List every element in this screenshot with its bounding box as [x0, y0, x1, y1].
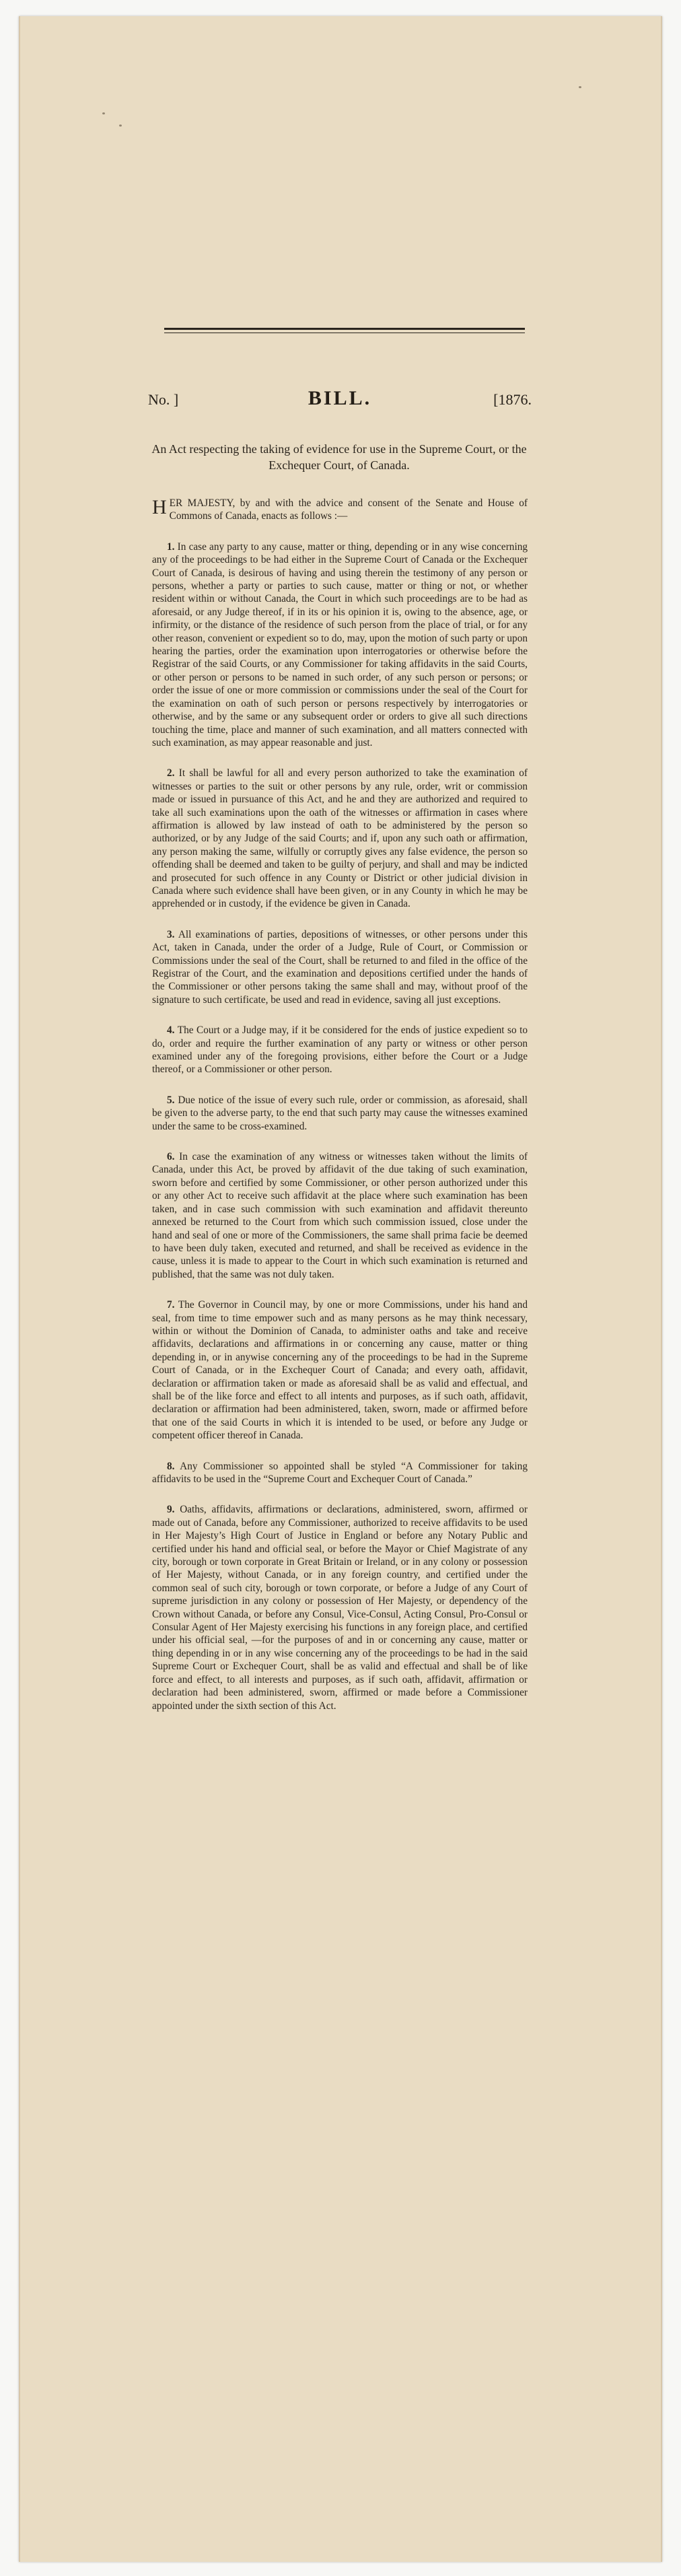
- section-1: [152, 541, 528, 750]
- bill-number: No. ]: [148, 391, 179, 408]
- bill-heading: BILL.: [308, 387, 372, 409]
- section-number: 3.: [167, 928, 175, 940]
- section-text: It shall be lawful for all and every person authorized to take the examination of witnesses or parties to the suit or other persons by any rule, order, writ or commission made or issued in pursuance of this Act, and he and they are authorized and required to take all such examinations upon the oath of the witnesses or affirmation in cases where affirmation is allowed by law instead of oath to be administered by the person so authorized, or by any Judge of the said Courts; and if, upon any such oath or affirmation, any person making the same, wilfully or corruptly gives any false evidence, the person so offending shall be deemed and taken to be guilty of perjury, and shall and may be indicted and prosecuted for such offence in any County or District or other judicial division in Canada where such evidence shall have been given, or in any County in which he may be apprehended or in custody, if the evidence be given in Canada.: [152, 767, 528, 910]
- bill-header: [148, 387, 532, 414]
- section-text: In case any party to any cause, matter or thing, depending or in any wise concerning any of the proceedings to be had either in the Supreme Court of Canada or the Exchequer Court of Canada, is desirous of having and using therein the testimony of any person or persons, whether a party or parties to such cause, matter or thing or not, or whether resident within or without Canada, the Court in which such proceedings are to be had as aforesaid, or any Judge thereof, if in its or his opinion it is, owing to the absence, age, or infirmity, or the distance of the residence of such person from the place of trial, or for any other reason, convenient or expedient so to do, may, upon the motion of such party or upon hearing the parties, order the examination upon interrogatories or otherwise before the Registrar of the said Courts, or any Commissioner for taking affidavits in the said Courts, or other person or persons to be named in such order, of any such person or persons; or order the issue of one or more commission or commissions under the seal of the Court for the examination on oath of such person or persons respectively by interrogatories or otherwise, and by the same or any subsequent order or orders to give all such directions touching the time, place and manner of such examination, and all matters connected with such examination, as may appear reasonable and just.: [152, 541, 528, 749]
- enacting-text: ER MAJESTY, by and with the advice and consent of the Senate and House of Commons of Canada, enacts as follows :—: [169, 497, 528, 522]
- section-text: Due notice of the issue of every such rule, order or commission, as aforesaid, shall be given to the adverse party, to the end that such party may cause the witnesses examined under the same to be cross-examined.: [152, 1094, 528, 1132]
- ink-spot: [102, 112, 105, 114]
- bill-year: [1876.: [493, 391, 532, 408]
- section-5: [152, 1094, 528, 1133]
- section-number: 7.: [167, 1299, 175, 1311]
- section-number: 5.: [167, 1094, 175, 1106]
- enacting-clause: [152, 497, 528, 523]
- section-text: The Governor in Council may, by one or more Commissions, under his hand and seal, from time to time empower such and as many persons as he may think necessary, within or without the Dominion of Canada, to administer oaths and take and receive affidavits, declarations and affirmations in or concerning any cause, matter or thing depending in, or in anywise concerning any of the proceedings to be had in the Supreme Court of Canada, or in the Exchequer Court of Canada; and every oath, affidavit, declaration or affirmation taken or made as aforesaid shall be as valid and effectual, and shall be of the like force and effect to all intents and purposes, as if such oath, affidavit, declaration or affirmation had been administered, taken, sworn, made or affirmed before that one of the said Courts in which it is intended to be used, or before any Judge or competent officer thereof in Canada.: [152, 1299, 528, 1442]
- section-4: [152, 1024, 528, 1076]
- ink-spot: [579, 86, 581, 88]
- section-2: [152, 767, 528, 910]
- enacting-initial: H: [152, 496, 167, 518]
- header-rule: [164, 328, 525, 330]
- act-title: An Act respecting the taking of evidence for use in the Supreme Court, or the Exchequer Court, of Canada.: [151, 442, 527, 472]
- section-number: 6.: [167, 1151, 175, 1163]
- section-8: [152, 1460, 528, 1486]
- section-number: 1.: [167, 541, 175, 553]
- section-6: [152, 1150, 528, 1281]
- section-number: 9.: [167, 1504, 175, 1516]
- section-7: [152, 1298, 528, 1442]
- bill-body: [152, 497, 528, 1730]
- ink-spot: [119, 125, 122, 127]
- section-9: [152, 1503, 528, 1712]
- section-text: In case the examination of any witness or witnesses taken without the limits of Canada, under this Act, be proved by affidavit of the due taking of such examination, sworn before and certified by some Commissioner, or other person authorized under this or any other Act to receive such affidavit at the place where such examination has been taken, and in case such commission with such examination and affidavit thereunto annexed be returned to the Court from which such commission issued, close under the hand and seal of one or more of the Commissioners, the same shall prima facie be deemed to have been duly taken, executed and returned, and shall be received as evidence in the cause, unless it is made to appear to the Court in which such examination is returned and published, that the same was not duly taken.: [152, 1151, 528, 1280]
- section-text: The Court or a Judge may, if it be considered for the ends of justice expedient so to do, order and require the further examination of any party or witness or other person examined under any of the foregoing provisions, either before the Court or a Judge thereof, or a Commissioner or other person.: [152, 1024, 528, 1076]
- section-text: Any Commissioner so appointed shall be styled “A Commissioner for taking affidavits to be used in the “Supreme Court and Exchequer Court of Canada.”: [152, 1460, 528, 1485]
- section-number: 8.: [167, 1460, 175, 1472]
- section-3: [152, 928, 528, 1006]
- section-text: Oaths, affidavits, affirmations or declarations, administered, sworn, affirmed or made out of Canada, before any Commissioner, authorized to receive affidavits to be used in Her Majesty’s High Court of Justice in England or before any Notary Public and certified under his hand and official seal, or before the Mayor or Chief Magistrate of any city, borough or town corporate in Great Britain or Ireland, or in any colony or possession of Her Majesty, without Canada, or in any foreign country, and certified under the common seal of such city, borough or town corporate, or before a Judge of any Court of supreme jurisdiction in any colony or possession of Her Majesty, or dependency of the Crown without Canada, or before any Consul, Vice-Consul, Acting Consul, Pro-Consul or Consular Agent of Her Majesty exercising his functions in any foreign place, and certified under his official seal, —for the purposes of and in or concerning any cause, matter or thing depending in or in any wise concerning any of the proceedings to be had in the said Supreme Court or Exchequer Court, shall be as valid and effectual and shall be of like force and effect, to all interests and purposes, as if such oath, affidavit, affirmation or declaration had been administered, sworn, affirmed or made before a Commissioner appointed under the sixth section of this Act.: [152, 1504, 528, 1712]
- section-text: All examinations of parties, depositions of witnesses, or other persons under this Act, taken in Canada, under the order of a Judge, Rule of Court, or Commission or Commissions under the seal of the Court, shall be returned to and filed in the office of the Registrar of the Court, and the examination and depositions certified under the hands of the Commissioner or other persons taking the same shall and may, without proof of the signature to such certificate, be used and read in evidence, saving all just exceptions.: [152, 928, 528, 1006]
- section-number: 4.: [167, 1024, 175, 1037]
- section-number: 2.: [167, 767, 175, 779]
